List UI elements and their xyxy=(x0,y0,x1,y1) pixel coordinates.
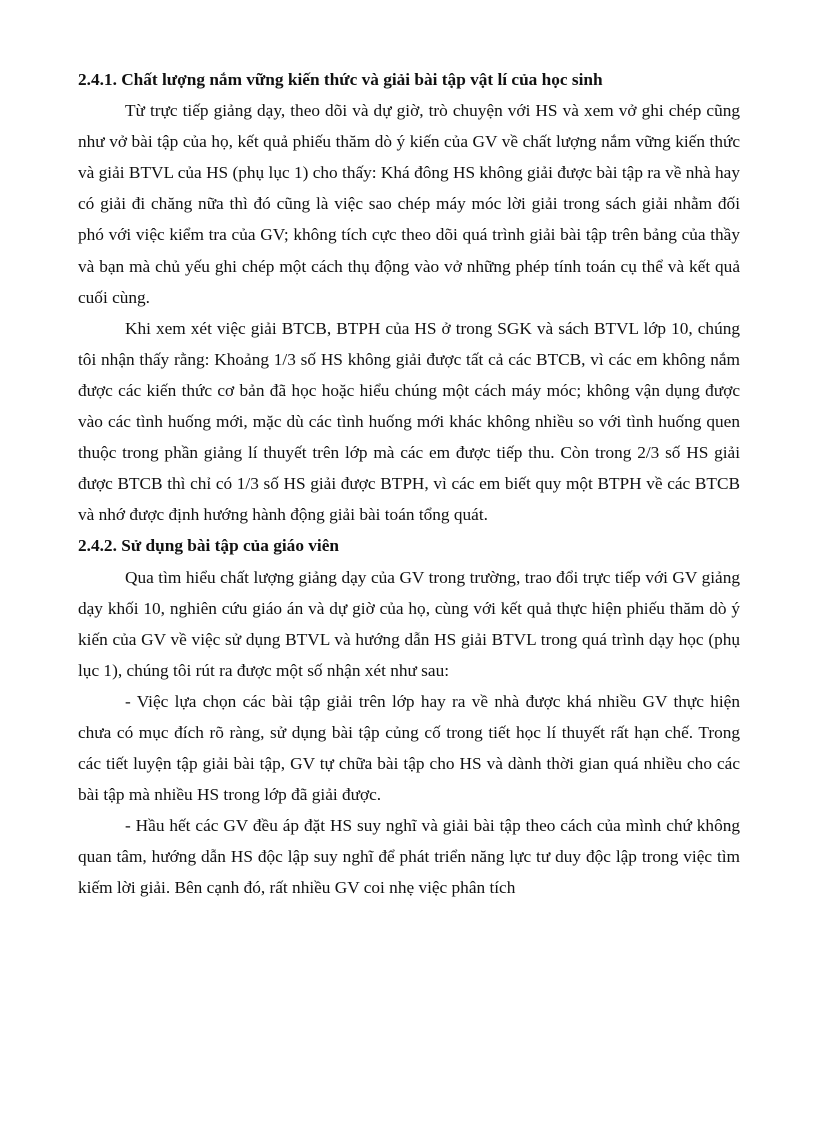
paragraph: - Việc lựa chọn các bài tập giải trên lớp hay ra về nhà được khá nhiều GV thực hiện chưa có mục đích rõ ràng, sử dụng bài tập củng cố trong tiết học lí thuyết rất hạn chế. Trong các tiết luyện tập giải bài tập, GV tự chữa bài tập cho HS và dành thời gian quá nhiều cho các bài tập mà nhiều HS trong lớp đã giải được. xyxy=(78,691,740,805)
paragraph: Từ trực tiếp giảng dạy, theo dõi và dự giờ, trò chuyện với HS và xem vở ghi chép cũng như vở bài tập của họ, kết quả phiếu thăm dò ý kiến của GV về chất lượng nắm vững kiến thức và giải BTVL của HS (phụ lục 1) cho thấy: Khá đông HS không giải được bài tập ra về nhà hay có giải đi chăng nữa thì đó cũng là việc sao chép máy móc lời giải trong sách giải nhằm đối phó với việc kiểm tra của GV; không tích cực theo dõi quá trình giải bài tập trên bảng của thầy và bạn mà chủ yếu ghi chép một cách thụ động vào vở những phép tính toán cụ thể và kết quả cuối cùng. xyxy=(78,101,740,307)
section-heading-2-4-1: 2.4.1. Chất lượng nắm vững kiến thức và giải bài tập vật lí của học sinh xyxy=(78,70,603,89)
paragraph: Khi xem xét việc giải BTCB, BTPH của HS ở trong SGK và sách BTVL lớp 10, chúng tôi nhận thấy rằng: Khoảng 1/3 số HS không giải được tất cả các BTCB, vì các em không nắm được các kiến thức cơ bản đã học hoặc hiểu chúng một cách máy móc; không vận dụng được vào các tình huống mới, mặc dù các tình huống mới khác không nhiều so với tình huống quen thuộc trong phần giảng lí thuyết trên lớp mà các em được tiếp thu. Còn trong 2/3 số HS giải được BTCB thì chỉ có 1/3 số HS giải được BTPH, vì các em biết quy một BTPH về các BTCB và nhớ được định hướng hành động giải bài toán tổng quát. xyxy=(78,318,740,525)
paragraph: Qua tìm hiểu chất lượng giảng dạy của GV trong trường, trao đổi trực tiếp với GV giảng dạy khối 10, nghiên cứu giáo án và dự giờ của họ, cùng với kết quả thực hiện phiếu thăm dò ý kiến của GV về việc sử dụng BTVL và hướng dẫn HS giải BTVL trong quá trình dạy học (phụ lục 1), chúng tôi rút ra được một số nhận xét như sau: xyxy=(78,567,740,680)
paragraph: - Hầu hết các GV đều áp đặt HS suy nghĩ và giải bài tập theo cách của mình chứ không quan tâm, hướng dẫn HS độc lập suy nghĩ để phát triển năng lực tư duy độc lập trong việc tìm kiếm lời giải. Bên cạnh đó, rất nhiều GV coi nhẹ việc phân tích xyxy=(78,816,740,898)
document-page xyxy=(78,64,740,904)
section-heading-2-4-2: 2.4.2. Sử dụng bài tập của giáo viên xyxy=(78,536,340,556)
